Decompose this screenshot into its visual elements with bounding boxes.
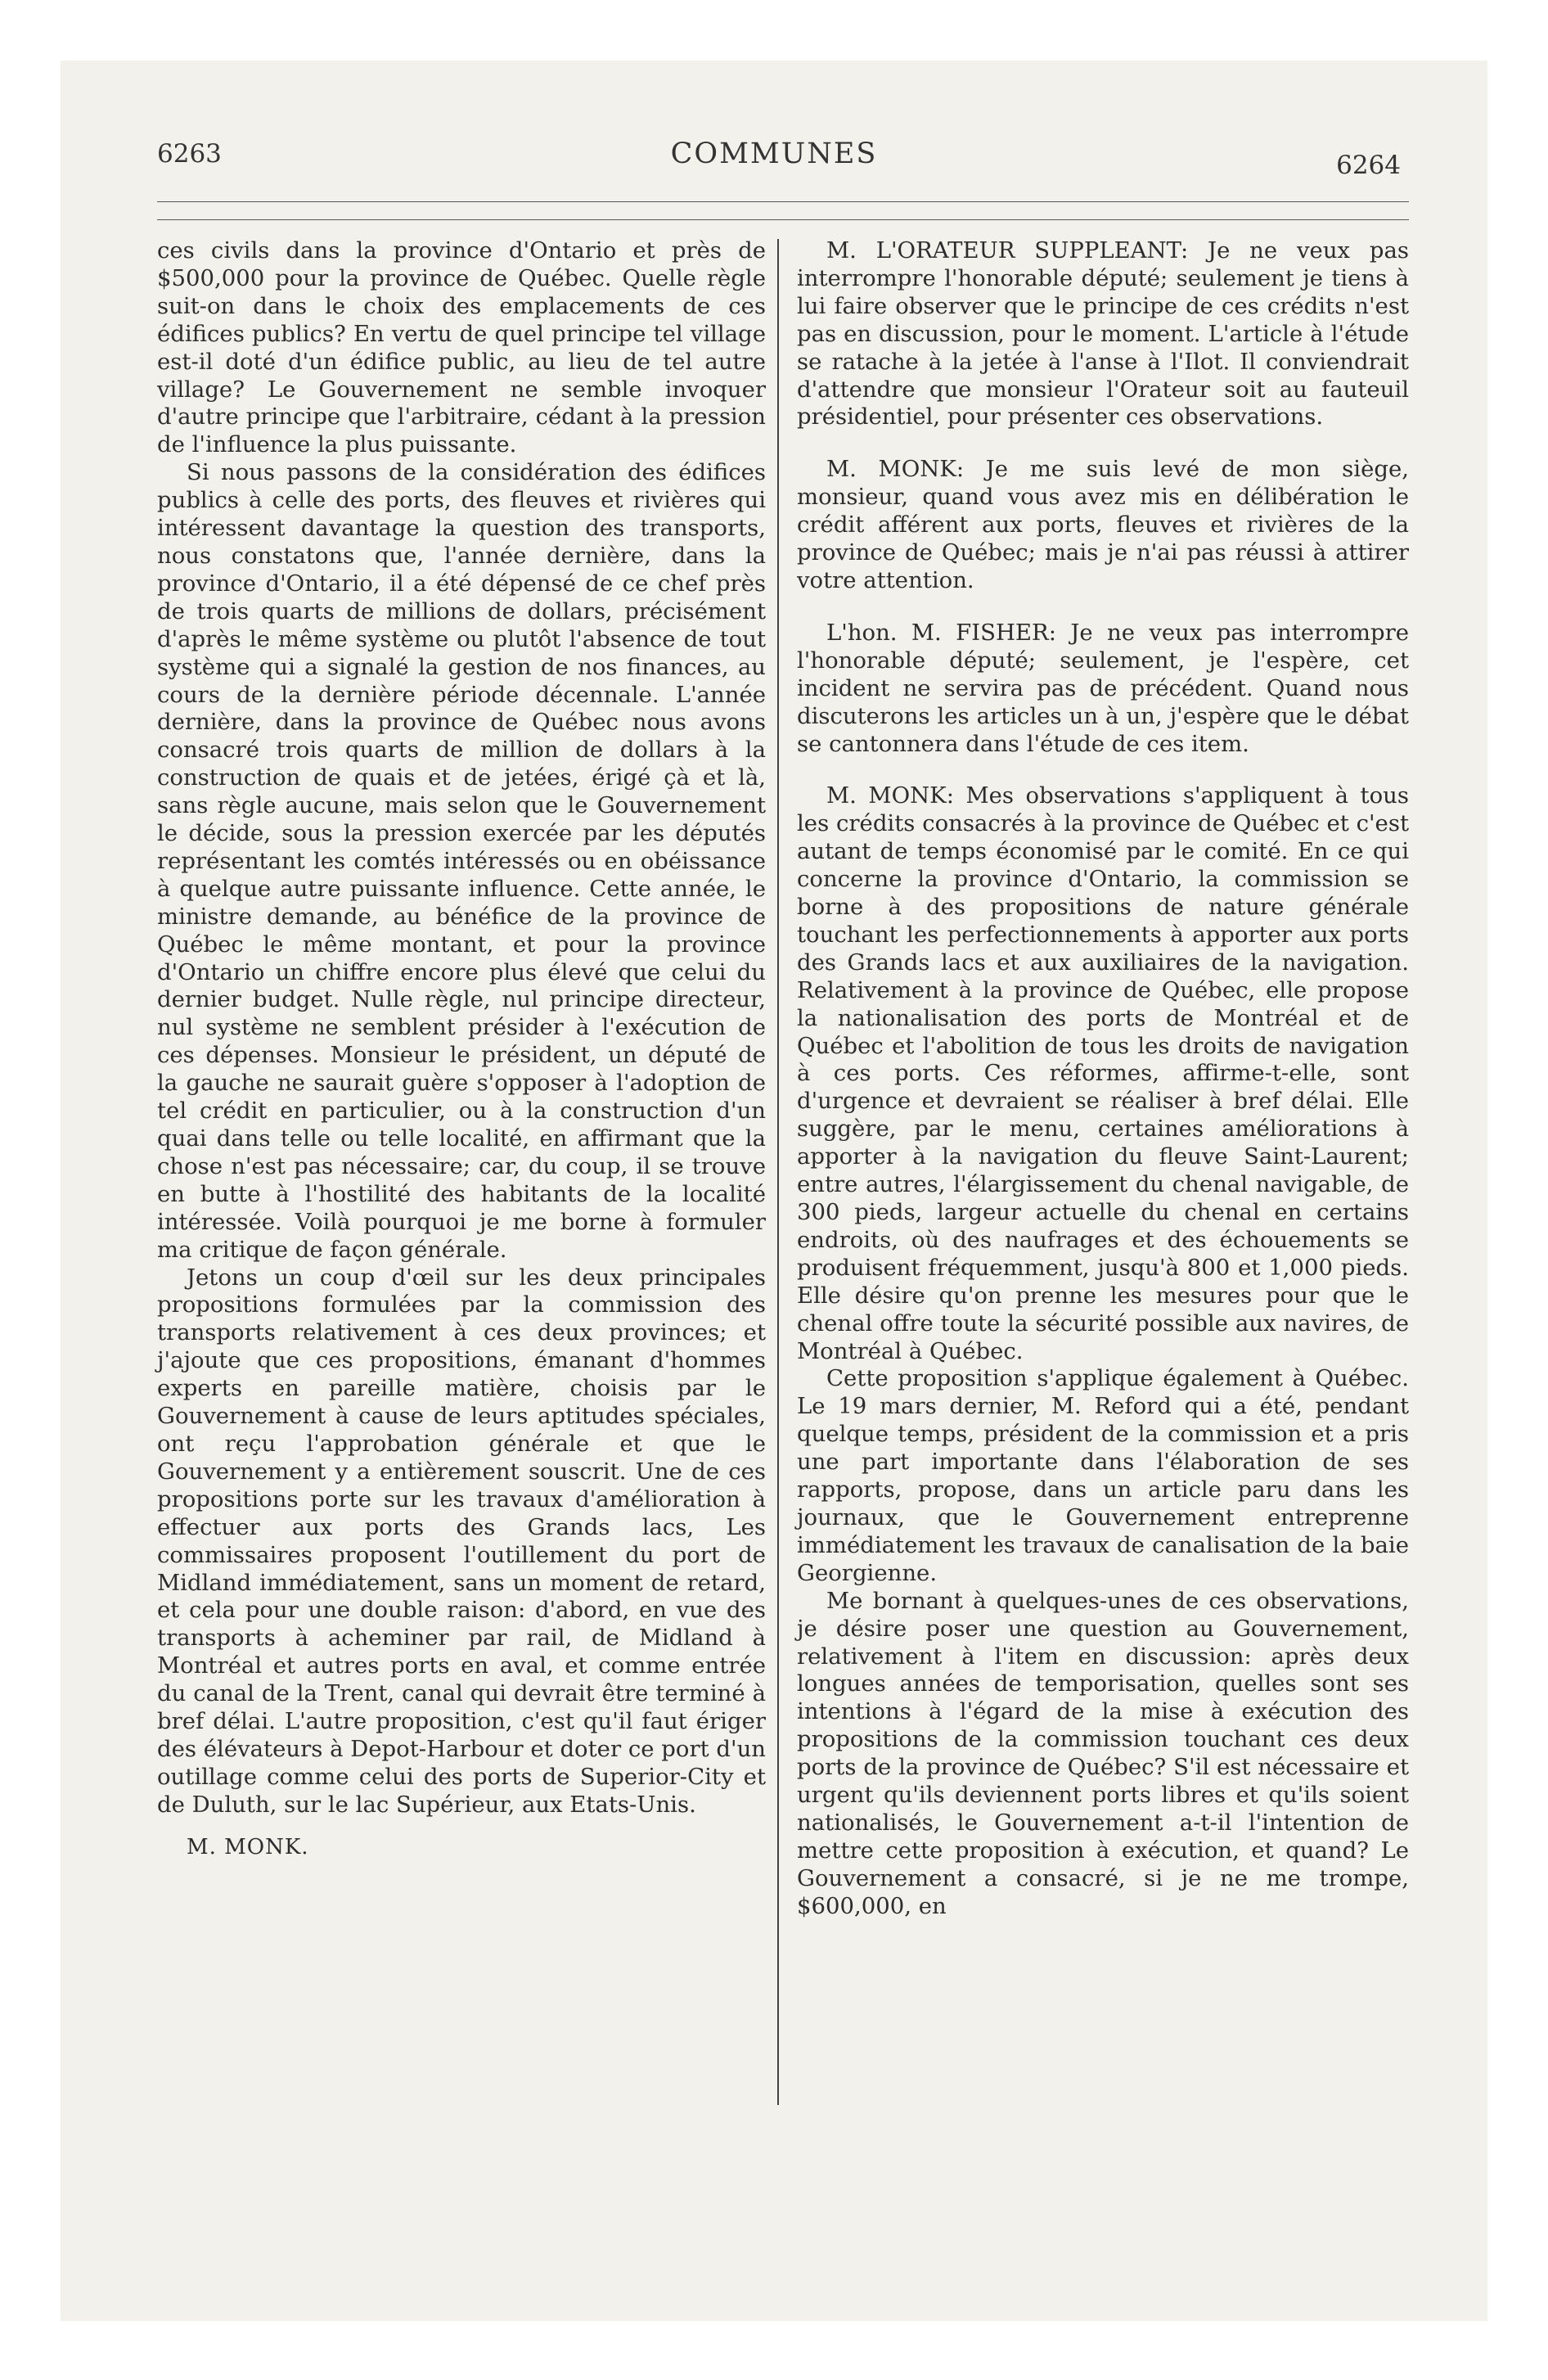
left-paragraph: Si nous passons de la considération des édifices publics à celle des ports, des fleuves et rivières qui intéressent davantage la question des transports, nous constatons que, l'année dernière, dans la province d'Ontario, il a été dépensé de ce chef près de trois quarts de millions de dollars, précisément d'après le même système ou plutôt l'absence de tout système qui a signalé la gestion de nos finances, au cours de la dernière période décennale. L'année dernière, dans la province de Québec nous avons consacré trois quarts de million de dollars à la construction de quais et de jetées, érigé çà et là, sans règle aucune, mais selon que le Gouvernement le décide, sous la pression exercée par les députés représentant les comtés intéressés ou en obéissance à quelque autre puissante influence. Cette année, le ministre demande, au bénéfice de la province de Québec le même montant, et pour la province d'Ontario un chiffre encore plus élevé que celui du dernier budget. Nulle règle, nul principe directeur, nul système ne semblent présider à l'exécution de ces dépenses. Monsieur le président, un député de la gauche ne saurait guère s'opposer à l'adoption de tel crédit en particulier, ou à la construction d'un quai dans telle ou telle localité, en affirmant que la chose n'est pas nécessaire; car, du coup, il se trouve en butte à l'hostilité des habitants de la localité intéressée. Voilà pourquoi je me borne à formuler ma critique de façon générale.	[157, 459, 766, 1263]
header-rule-top	[157, 201, 1409, 202]
left-paragraph: ces civils dans la province d'Ontario et près de $500,000 pour la province de Québec. Quelle règle suit-on dans le choix des emplacements de ces édifices publics? En vertu de quel principe tel village est-il doté d'un édifice public, au lieu de tel autre village? Le Gouvernement ne semble invoquer d'autre principe que l'arbitraire, cédant à la pression de l'influence la plus puissante.	[157, 237, 766, 458]
right-paragraph: Me bornant à quelques-unes de ces observations, je désire poser une question au Gouvernement, relativement à l'item en discussion: après deux longues années de temporisation, quelles sont ses intentions à l'égard de la mise à exécution des propositions de la commission touchant ces deux ports de la province de Québec? S'il est nécessaire et urgent qu'ils deviennent ports libres et qu'ils soient nationalisés, le Gouvernement a-t-il l'intention de mettre cette proposition à exécution, et quand? Le Gouvernement a consacré, si je ne me trompe, $600,000, en	[797, 1587, 1409, 1919]
page-number-right: 6264	[1336, 151, 1401, 180]
column-divider	[777, 239, 779, 2105]
left-paragraph: Jetons un coup d'œil sur les deux principales propositions formulées par la commission des transports relativement à ces deux provinces; et j'ajoute que ces propositions, émanant d'hommes experts en pareille matière, choisis par le Gouvernement à cause de leurs aptitudes spéciales, ont reçu l'approbation générale et que le Gouvernement y a entièrement souscrit. Une de ces propositions porte sur les travaux d'amélioration à effectuer aux ports des Grands lacs, Les commissaires proposent l'outillement du port de Midland immédiatement, sans un moment de retard, et cela pour une double raison: d'abord, en vue des transports à acheminer par rail, de Midland à Montréal et autres ports en aval, et comme entrée du canal de la Trent, canal qui devrait être terminé à bref délai. L'autre proposition, c'est qu'il faut ériger des élévateurs à Depot-Harbour et doter ce port d'un outillage comme celui des ports de Superior-City et de Duluth, sur le lac Supérieur, aux Etats-Unis.	[157, 1264, 766, 1818]
left-column	[157, 237, 766, 1862]
right-paragraph: L'hon. M. FISHER: Je ne veux pas interrompre l'honorable député; seulement, je l'espère, cet incident ne servira pas de précédent. Quand nous discuterons les articles un à un, j'espère que le débat se cantonnera dans l'étude de ces item.	[797, 619, 1409, 757]
right-paragraph: M. L'ORATEUR SUPPLEANT: Je ne veux pas interrompre l'honorable député; seulement je tiens à lui faire observer que le principe de ces crédits n'est pas en discussion, pour le moment. L'article à l'étude se ratache à la jetée à l'anse à l'Ilot. Il conviendrait d'attendre que monsieur l'Orateur soit au fauteuil présidentiel, pour présenter ces observations.	[797, 237, 1409, 430]
page-number-left: 6263	[157, 139, 222, 169]
right-paragraph: M. MONK: Je me suis levé de mon siège, monsieur, quand vous avez mis en délibération le crédit afférent aux ports, fleuves et rivières de la province de Québec; mais je n'ai pas réussi à attirer votre attention.	[797, 456, 1409, 593]
running-title: COMMUNES	[670, 137, 878, 170]
right-paragraph: Cette proposition s'applique également à Québec. Le 19 mars dernier, M. Reford qui a été, pendant quelque temps, président de la commission et a pris une part importante dans l'élaboration de ses rapports, propose, dans un article paru dans les journaux, que le Gouvernement entreprenne immédiatement les travaux de canalisation de la baie Georgienne.	[797, 1365, 1409, 1586]
speaker-signature: M. MONK.	[187, 1834, 309, 1859]
right-column	[797, 237, 1409, 1921]
hansard-page	[61, 61, 1487, 2321]
right-paragraph: M. MONK: Mes observations s'appliquent à tous les crédits consacrés à la province de Québec et c'est autant de temps économisé par le comité. En ce qui concerne la province d'Ontario, la commission se borne à des propositions de nature générale touchant les perfectionnements à apporter aux ports des Grands lacs et aux auxiliaires de la navigation. Relativement à la province de Québec, elle propose la nationalisation des ports de Montréal et de Québec et l'abolition de tous les droits de navigation à ces ports. Ces réformes, affirme-t-elle, sont d'urgence et devraient se réaliser à bref délai. Elle suggère, par le menu, certaines améliorations à apporter à la navigation du fleuve Saint-Laurent; entre autres, l'élargissement du chenal navigable, de 300 pieds, largeur actuelle du chenal en certains endroits, où des naufrages et des échouements se produisent fréquemment, jusqu'à 800 et 1,000 pieds. Elle désire qu'on prenne les mesures pour que le chenal offre toute la sécurité possible aux navires, de Montréal à Québec.	[797, 782, 1409, 1364]
header-rule-bottom	[157, 219, 1409, 220]
